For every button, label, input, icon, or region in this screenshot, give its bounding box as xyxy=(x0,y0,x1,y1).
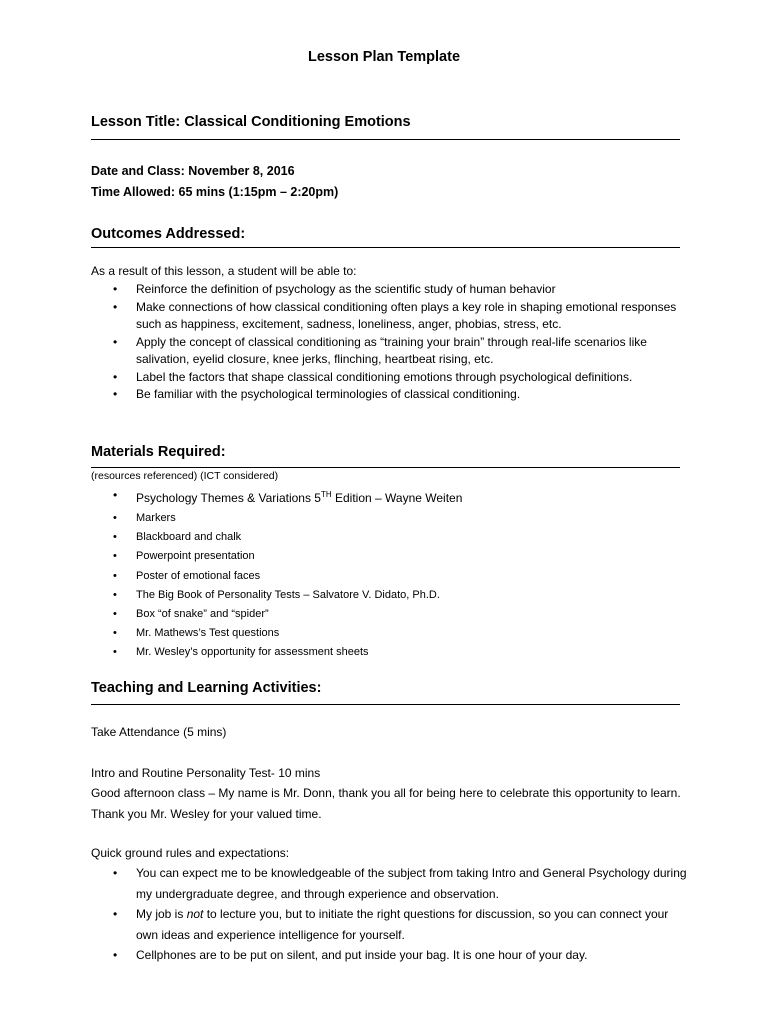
attendance-text: Take Attendance (5 mins) xyxy=(91,725,227,739)
book-title-prefix: Psychology Themes & Variations 5 xyxy=(136,491,321,505)
outcomes-list xyxy=(91,281,691,404)
list-item xyxy=(91,484,691,509)
list-item: • Cellphones are to be put on silent, and put inside your bag. It is one hour of your day. xyxy=(91,945,691,966)
edition-superscript: TH xyxy=(320,490,332,499)
document-title: Lesson Plan Template xyxy=(307,49,461,65)
outcomes-intro: As a result of this lesson, a student will be able to: xyxy=(91,264,357,278)
list-item: • Poster of emotional faces xyxy=(91,567,691,586)
materials-list xyxy=(91,484,691,663)
rule-text-before: My job is xyxy=(136,907,187,921)
list-item: • Mr. Mathews’s Test questions xyxy=(91,624,691,643)
date-and-class: Date and Class: November 8, 2016 xyxy=(91,164,295,178)
lesson-title-rule xyxy=(91,139,680,140)
list-item: • Blackboard and chalk xyxy=(91,528,691,547)
materials-heading: Materials Required: xyxy=(91,444,226,460)
materials-note: (resources referenced) (ICT considered) xyxy=(91,470,279,482)
rule-emphasis: not xyxy=(186,907,204,921)
outcomes-heading: Outcomes Addressed: xyxy=(91,226,246,242)
time-allowed: Time Allowed: 65 mins (1:15pm – 2:20pm) xyxy=(91,185,339,199)
list-item: • Box “of snake” and “spider” xyxy=(91,605,691,624)
ground-rules-heading: Quick ground rules and expectations: xyxy=(91,846,290,860)
outcomes-rule xyxy=(91,247,680,248)
lesson-title: Lesson Title: Classical Conditioning Emotions xyxy=(91,114,411,130)
activities-heading: Teaching and Learning Activities: xyxy=(91,680,322,696)
list-item: • Mr. Wesley’s opportunity for assessment sheets xyxy=(91,643,691,662)
rule-text-after: to lecture you, but to initiate the right questions for discussion, so you can connect your own ideas and experience intelligence for yourself. xyxy=(136,907,669,942)
list-item: • The Big Book of Personality Tests – Salvatore V. Didato, Ph.D. xyxy=(91,586,691,605)
list-item: • You can expect me to be knowledgeable of the subject from taking Intro and General Psychology during my undergraduate degree, and through experience and observation. xyxy=(91,863,691,904)
list-item: • Label the factors that shape classical conditioning emotions through psychological definitions. xyxy=(91,369,691,387)
list-item: • Make connections of how classical conditioning often plays a key role in shaping emotional responses such as happiness, excitement, sadness, loneliness, anger, phobias, stress, etc. xyxy=(91,299,691,334)
list-item: • Markers xyxy=(91,509,691,528)
list-item: • Reinforce the definition of psychology as the scientific study of human behavior xyxy=(91,281,691,299)
list-item: • Be familiar with the psychological terminologies of classical conditioning. xyxy=(91,386,691,404)
activities-rule xyxy=(91,704,680,705)
list-item xyxy=(91,904,691,945)
book-title-suffix: Edition – Wayne Weiten xyxy=(331,491,463,505)
list-item: • Apply the concept of classical conditioning as “training your brain” through real-life scenarios like salivation, eyelid closure, knee jerks, flinching, heartbeat rising, etc. xyxy=(91,334,691,369)
ground-rules-list xyxy=(91,863,691,966)
intro-heading: Intro and Routine Personality Test- 10 mins xyxy=(91,766,321,780)
materials-rule xyxy=(91,467,680,468)
list-item: • Powerpoint presentation xyxy=(91,547,691,566)
intro-paragraph: Good afternoon class – My name is Mr. Donn, thank you all for being here to celebrate this opportunity to learn. Thank you Mr. Wesley for your valued time. xyxy=(91,786,681,821)
